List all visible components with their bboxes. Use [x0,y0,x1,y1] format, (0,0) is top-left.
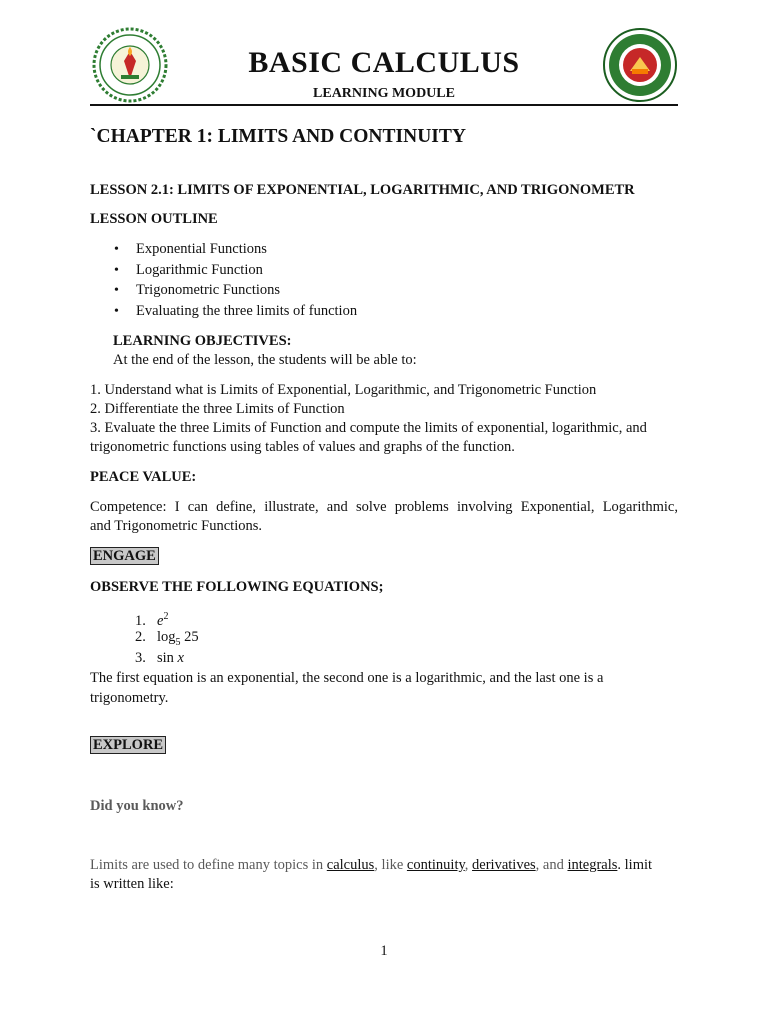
outline-heading: LESSON OUTLINE [90,211,218,227]
list-item: • Evaluating the three limits of function [112,302,357,323]
limits-text: . limit [617,857,653,873]
limits-text: , like [374,857,407,873]
objectives-heading: LEARNING OBJECTIVES: [113,333,292,349]
did-you-know-heading: Did you know? [90,798,184,814]
objective-item: 2. Differentiate the three Limits of Function [90,401,345,417]
engage-heading: OBSERVE THE FOLLOWING EQUATIONS; [90,579,384,595]
list-item: • Trigonometric Functions [112,281,357,302]
objective-item: 1. Understand what is Limits of Exponential, Logarithmic, and Trigonometric Function [90,382,597,398]
objective-item: trigonometric functions using tables of values and graphs of the function. [90,439,515,455]
objective-item: 3. Evaluate the three Limits of Function and compute the limits of exponential, logarithmic, and [90,420,647,436]
explore-label-text: EXPLORE [90,736,166,754]
module-subtitle: LEARNING MODULE [313,86,455,101]
chapter-heading: `CHAPTER 1: LIMITS AND CONTINUITY [90,126,466,147]
equation-argument: 25 [184,629,199,645]
peace-value-heading: PEACE VALUE: [90,469,197,485]
module-title: BASIC CALCULUS [248,46,520,79]
equation-number: 1. [135,612,146,629]
objectives-intro: At the end of the lesson, the students will be able to: [113,352,417,368]
engage-label [90,547,159,565]
engage-text: The first equation is an exponential, the second one is a logarithmic, and the last one is a [90,670,604,686]
limits-text: , [464,857,473,873]
explore-label [90,736,166,754]
engage-text-cont: trigonometry. [90,690,169,706]
equation-number: 3. [135,650,146,666]
lesson-title: LESSON 2.1: LIMITS OF EXPONENTIAL, LOGARITHMIC, AND TRIGONOMETR [90,182,635,198]
equation-exponent: 2 [163,611,169,622]
derivatives-link[interactable]: derivatives [472,857,536,873]
equation-subscript: 5 [175,636,181,648]
limits-text: Limits are used to define many topics in [90,857,327,873]
header-divider [90,104,678,106]
limits-text: , and [535,857,568,873]
engage-label-text: ENGAGE [90,547,159,565]
limits-paragraph [90,856,680,875]
equation-number: 2. [135,629,146,645]
calculus-link[interactable]: calculus [326,857,375,873]
list-item: • Logarithmic Function [112,261,357,282]
integrals-link[interactable]: integrals [567,857,618,873]
page-number: 1 [380,943,388,959]
peace-value-text: Competence: I can define, illustrate, and solve problems involving Exponential, Logarithmic, [90,499,678,515]
equation-function: sin [157,650,174,666]
outline-list [112,240,357,323]
equation-function: log [157,629,176,645]
limits-paragraph-cont: is written like: [90,876,174,892]
equation-base: e [157,612,164,629]
equation-item [135,649,184,668]
peace-value-text-cont: and Trigonometric Functions. [90,518,262,534]
continuity-link[interactable]: continuity [406,857,465,873]
equation-argument: x [177,650,184,666]
list-item: • Exponential Functions [112,240,357,261]
